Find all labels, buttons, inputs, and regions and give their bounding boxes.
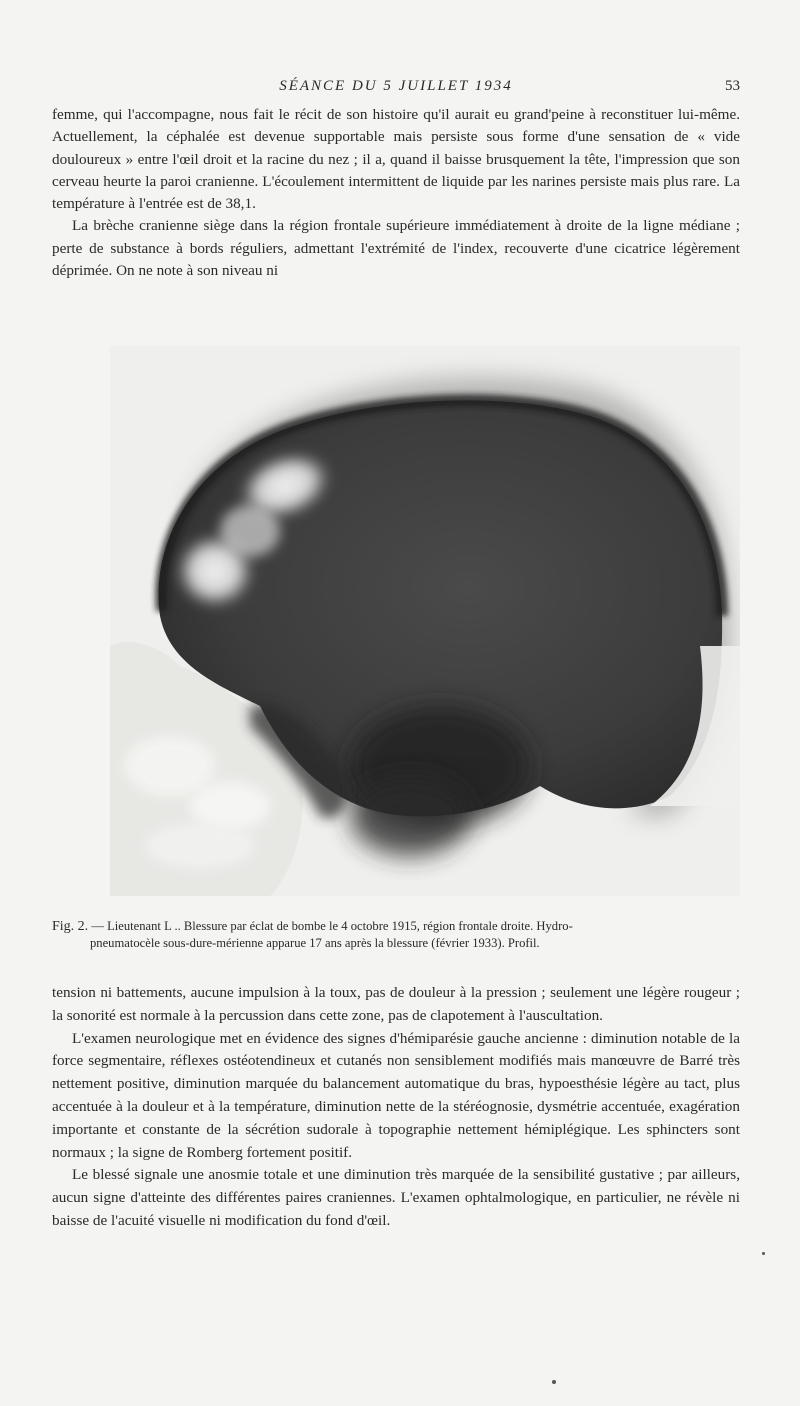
- caption-line-1: — Lieutenant L .. Blessure par éclat de bombe le 4 octobre 1915, région frontale droite. Hydro-: [91, 919, 573, 933]
- paragraph: Le blessé signale une anosmie totale et une diminution très marquée de la sensibilité gustative ; par ailleurs, aucun signe d'atteinte des différentes paires craniennes. L'examen ophtalmologique, en particulier, ne révèle ni baisse de l'acuité visuelle ni modification du fond d'œil.: [52, 1166, 740, 1229]
- running-head: [52, 78, 740, 100]
- page-number: 53: [725, 78, 740, 94]
- print-speck: [552, 1380, 556, 1384]
- paragraph: L'examen neurologique met en évidence des signes d'hémiparésie gauche ancienne : diminution notable de la force segmentaire, réflexes ostéotendineux et cutanés non sensiblement modifiés mais manœuvre de Barré très nettement positive, diminution marquée du balancement automatique du bras, hypoesthésie légère au tact, plus accentuée à la douleur et à la température, diminution nette de la stéréognosie, dysmétrie accentuée, exagération importante et constante de la sécrétion sudorale à topographie nettement hémiplégique. Les sphincters sont normaux ; la signe de Romberg fortement positif.: [52, 1029, 740, 1161]
- skull-radiograph-figure: [110, 346, 740, 896]
- caption-line-2: pneumatocèle sous-dure-mérienne apparue 17 ans après la blessure (février 1933). Profil.: [90, 936, 540, 950]
- radiograph-image: [110, 346, 740, 896]
- running-title: SÉANCE DU 5 JUILLET 1934: [279, 78, 513, 94]
- figure-caption: [52, 918, 740, 952]
- paragraph: La brèche cranienne siège dans la région frontale supérieure immédiatement à droite de la ligne médiane ; perte de substance à bords réguliers, admettant l'extrémité de l'index, recouverte d'une cicatrice légèrement déprimée. On ne note à son niveau ni: [52, 217, 740, 280]
- paragraph: tension ni battements, aucune impulsion à la toux, pas de douleur à la pression ; seulement une légère rougeur ; la sonorité est normale à la percussion dans cette zone, pas de clapotement à l'auscultation.: [52, 984, 740, 1024]
- body-text-top: [52, 104, 740, 282]
- print-speck: [762, 1252, 765, 1255]
- body-text-bottom: [52, 982, 740, 1233]
- figure-label: Fig. 2.: [52, 919, 89, 934]
- paragraph: femme, qui l'accompagne, nous fait le récit de son histoire qu'il aurait eu grand'peine à reconstituer lui-même. Actuellement, la céphalée est devenue supportable mais persiste sous forme d'une sensation de « vide douloureux » entre l'œil droit et la racine du nez ; il a, quand il baisse brusquement la tête, l'impression que son cerveau heurte la paroi cranienne. L'écoulement intermittent de liquide par les narines persiste mais plus rare. La température à l'entrée est de 38,1.: [52, 106, 740, 213]
